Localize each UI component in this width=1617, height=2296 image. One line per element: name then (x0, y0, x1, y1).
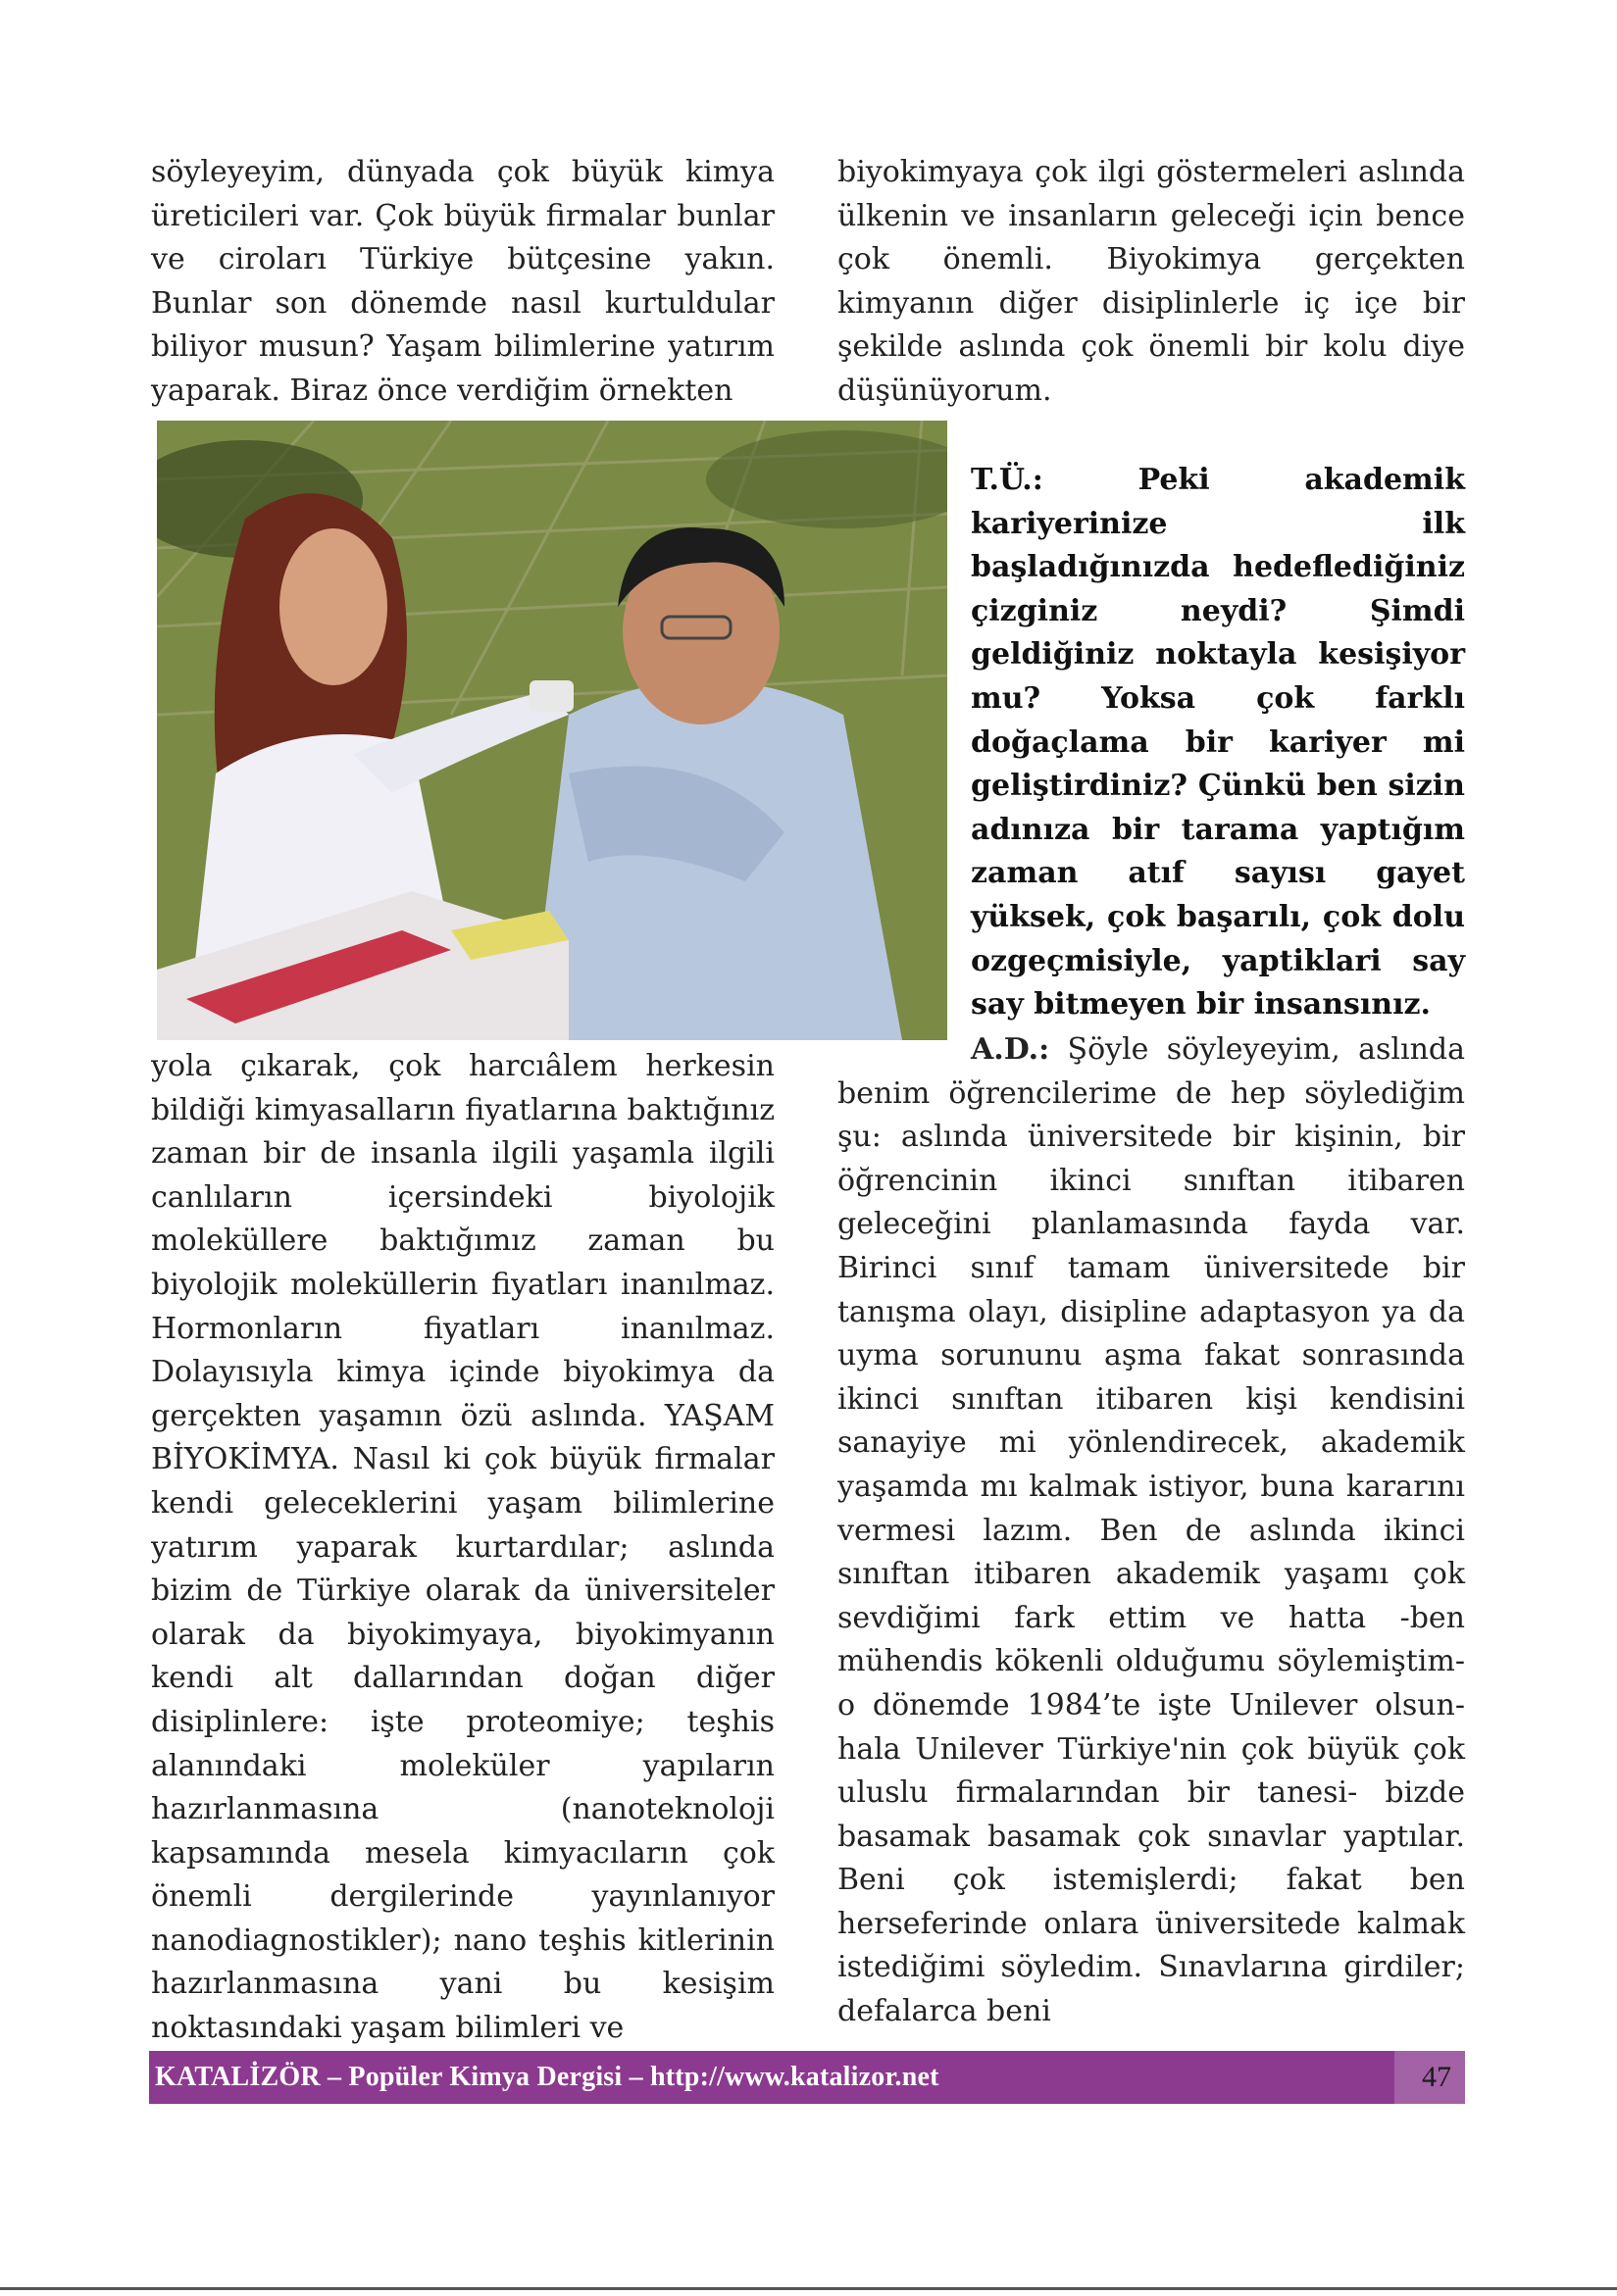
interview-question (971, 459, 1465, 1027)
bottom-rule (0, 2287, 1617, 2290)
left-column-bottom-text (151, 1045, 775, 2051)
answer-paragraph (837, 1028, 1465, 2034)
interview-answer (837, 1028, 1465, 2034)
right-column-top-text (837, 151, 1465, 414)
left-column-top-text (151, 151, 775, 414)
page-number: 47 (1422, 2061, 1451, 2093)
answer-text: Şöyle söyleyeyim, aslında benim öğrencilerime de hep söylediğim şu: aslında üniversitede bir kişinin, bir öğrencinin ikinci sınıftan itibaren geleceğini planlamasında fayda var. Birinci sınıf tamam üniversitede bir tanışma olayı, disipline adaptasyon ya da uyma sorununu aşma fakat sonrasında ikinci sınıftan itibaren kişi kendisini sanayiye mi yönlendirecek, akademik yaşamda mı kalmak istiyor, buna kararını vermesi lazım. Ben de aslında ikinci sınıftan itibaren akademik yaşamı çok sevdiğimi fark ettim ve hatta -ben mühendis kökenli olduğumu söylemiştim- o dönemde 1984’te işte Unilever olsun- hala Unilever Türkiye'nin çok büyük çok uluslu firmalarından bir tanesi- bizde basamak basamak çok sınavlar yaptılar. Beni çok istemişlerdi; fakat ben herseferinde onlara üniversitede kalmak istediğimi söyledim. Sınavlarına girdiler; defalarca beni (837, 1032, 1465, 2029)
paragraph: biyokimyaya çok ilgi göstermeleri aslında ülkenin ve insanların geleceği için bence çok önemli. Biyokimya gerçekten kimyanın diğer disiplinlerle iç içe bir şekilde aslında çok önemli bir kolu diye düşünüyorum. (837, 155, 1465, 408)
photo-illustration (157, 421, 947, 1040)
question-text: T.Ü.: Peki akademik kariyerinize ilk başladığınızda hedeflediğiniz çizginiz neydi? Şimdi geldiğiniz noktayla kesişiyor mu? Yoksa çok farklı doğaçlama bir kariyer mi geliştirdiniz? Çünkü ben sizin adınıza bir tarama yaptığım zaman atıf sayısı gayet yüksek, çok başarılı, çok dolu ozgeçmisiyle, yaptiklari say say bitmeyen bir insansınız. (971, 463, 1465, 1023)
footer-title: KATALİZÖR – Popüler Kimya Dergisi – http://www.katalizor.net (155, 2062, 939, 2092)
paragraph: söyleyeyim, dünyada çok büyük kimya üreticileri var. Çok büyük firmalar bunlar ve ciroları Türkiye bütçesine yakın. Bunlar son dönemde nasıl kurtuldular biliyor musun? Yaşam bilimlerine yatırım yaparak. Biraz önce verdiğim örnekten (151, 155, 775, 408)
page-number-box (1394, 2051, 1465, 2104)
interview-photo (157, 421, 947, 1040)
answer-speaker: A.D.: (971, 1032, 1050, 1067)
paragraph: yola çıkarak, çok harcıâlem herkesin bildiği kimyasalların fiyatlarına baktığınız zaman bir de insanla ilgili yaşamla ilgili canlıların içersindeki biyolojik moleküllere baktığımız zaman bu biyolojik moleküllerin fiyatları inanılmaz. Hormonların fiyatları inanılmaz. Dolayısıyla kimya içinde biyokimya da gerçekten yaşamın özü aslında. YAŞAM BİYOKİMYA. Nasıl ki çok büyük firmalar kendi geleceklerini yaşam bilimlerine yatırım yaparak kurtardılar; aslında bizim de Türkiye olarak da üniversiteler olarak da biyokimyaya, biyokimyanın kendi alt dallarından doğan diğer disiplinlere: işte proteomiye; teşhis alanındaki moleküler yapıların hazırlanmasına (nanoteknoloji kapsamında mesela kimyacıların çok önemli dergilerinde yayınlanıyor nanodiagnostikler); nano teşhis kitlerinin hazırlanmasına yani bu kesişim noktasındaki yaşam bilimleri ve (151, 1049, 775, 2046)
footer-bar (149, 2051, 1465, 2104)
